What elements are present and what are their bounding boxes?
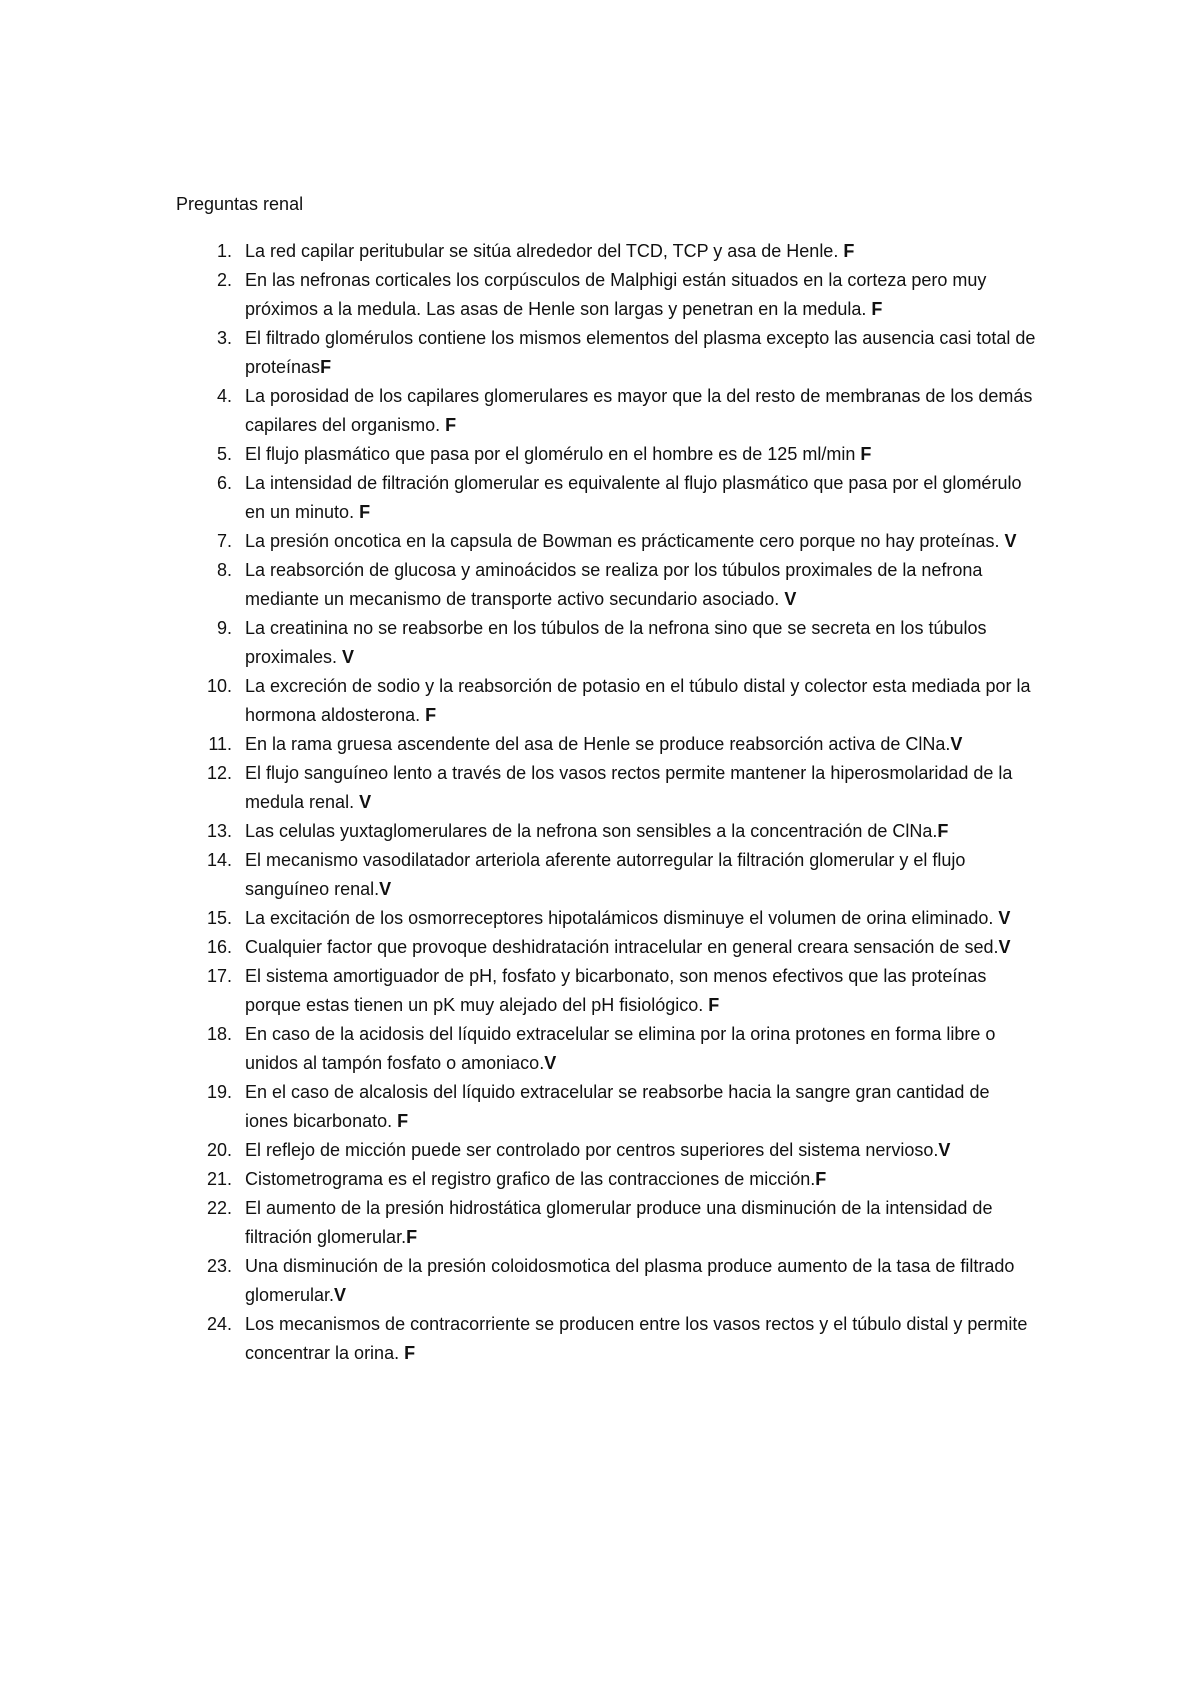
question-answer: V <box>1004 531 1017 551</box>
question-item <box>176 759 1036 817</box>
question-item <box>176 527 1036 556</box>
question-number: 1. <box>216 241 232 261</box>
question-text: La intensidad de filtración glomerular es equivalente al flujo plasmático que pasa por el glomérulo en un minuto. <box>245 473 1022 522</box>
question-answer: V <box>379 879 392 899</box>
question-answer: F <box>425 705 437 725</box>
question-text: La excreción de sodio y la reabsorción de potasio en el túbulo distal y colector esta mediada por la hormona aldosterona. <box>245 676 1031 725</box>
question-number: 20. <box>206 1140 232 1160</box>
question-item <box>176 1136 1036 1165</box>
question-text: El filtrado glomérulos contiene los mismos elementos del plasma excepto las ausencia casi total de proteínas <box>245 328 1036 377</box>
question-number: 17. <box>206 966 232 986</box>
question-item <box>176 904 1036 933</box>
question-list <box>176 237 1036 1368</box>
question-number: 14. <box>206 850 232 870</box>
question-text: La reabsorción de glucosa y aminoácidos se realiza por los túbulos proximales de la nefrona mediante un mecanismo de transporte activo secundario asociado. <box>245 560 983 609</box>
question-answer: F <box>320 357 332 377</box>
question-answer: F <box>843 241 855 261</box>
question-item <box>176 324 1036 382</box>
question-text: La creatinina no se reabsorbe en los túbulos de la nefrona sino que se secreta en los túbulos proximales. <box>245 618 987 667</box>
question-answer: V <box>950 734 963 754</box>
question-number: 11. <box>208 734 232 754</box>
question-item <box>176 1252 1036 1310</box>
question-text: La excitación de los osmorreceptores hipotalámicos disminuye el volumen de orina eliminado. <box>245 908 999 928</box>
question-item <box>176 614 1036 672</box>
question-number: 2. <box>216 270 232 290</box>
question-item <box>176 556 1036 614</box>
document-title: Preguntas renal <box>176 194 304 214</box>
question-number: 19. <box>206 1082 232 1102</box>
question-item <box>176 266 1036 324</box>
question-number: 6. <box>216 473 232 493</box>
question-number: 24. <box>206 1314 232 1334</box>
question-item <box>176 962 1036 1020</box>
question-answer: V <box>544 1053 557 1073</box>
question-item <box>176 1194 1036 1252</box>
question-answer: F <box>445 415 457 435</box>
question-text: Cistometrograma es el registro grafico de las contracciones de micción. <box>245 1169 816 1189</box>
question-answer: V <box>334 1285 347 1305</box>
question-number: 21. <box>206 1169 232 1189</box>
question-answer: F <box>937 821 949 841</box>
question-number: 3. <box>216 328 232 348</box>
question-answer: F <box>397 1111 409 1131</box>
question-text: En el caso de alcalosis del líquido extracelular se reabsorbe hacia la sangre gran cantidad de iones bicarbonato. <box>245 1082 990 1131</box>
question-text: En la rama gruesa ascendente del asa de Henle se produce reabsorción activa de ClNa. <box>245 734 951 754</box>
question-answer: V <box>998 908 1011 928</box>
question-item <box>176 469 1036 527</box>
question-answer: F <box>815 1169 827 1189</box>
question-number: 9. <box>216 618 232 638</box>
question-text: El sistema amortiguador de pH, fosfato y bicarbonato, son menos efectivos que las proteínas porque estas tienen un pK muy alejado del pH fisiológico. <box>245 966 987 1015</box>
question-answer: V <box>359 792 372 812</box>
question-number: 10. <box>206 676 232 696</box>
question-text: El reflejo de micción puede ser controlado por centros superiores del sistema nervioso. <box>245 1140 939 1160</box>
question-answer: F <box>860 444 872 464</box>
question-text: La red capilar peritubular se sitúa alrededor del TCD, TCP y asa de Henle. <box>245 241 844 261</box>
question-item <box>176 846 1036 904</box>
question-number: 22. <box>206 1198 232 1218</box>
question-item <box>176 1020 1036 1078</box>
question-number: 5. <box>216 444 232 464</box>
question-text: Las celulas yuxtaglomerulares de la nefrona son sensibles a la concentración de ClNa. <box>245 821 938 841</box>
question-item <box>176 1165 1036 1194</box>
question-text: La porosidad de los capilares glomerulares es mayor que la del resto de membranas de los demás capilares del organismo. <box>245 386 1033 435</box>
question-item <box>176 933 1036 962</box>
question-item <box>176 730 1036 759</box>
question-item <box>176 1078 1036 1136</box>
question-item <box>176 440 1036 469</box>
question-number: 15. <box>206 908 232 928</box>
question-number: 16. <box>206 937 232 957</box>
question-number: 13. <box>206 821 232 841</box>
question-text: La presión oncotica en la capsula de Bowman es prácticamente cero porque no hay proteínas. <box>245 531 1005 551</box>
question-text: Los mecanismos de contracorriente se producen entre los vasos rectos y el túbulo distal y permite concentrar la orina. <box>245 1314 1028 1363</box>
question-answer: V <box>342 647 355 667</box>
question-number: 7. <box>216 531 232 551</box>
question-answer: F <box>406 1227 418 1247</box>
question-answer: F <box>404 1343 416 1363</box>
question-text: Cualquier factor que provoque deshidratación intracelular en general creara sensación de sed. <box>245 937 999 957</box>
question-item <box>176 382 1036 440</box>
question-answer: V <box>784 589 797 609</box>
question-text: El mecanismo vasodilatador arteriola aferente autorregular la filtración glomerular y el flujo sanguíneo renal. <box>245 850 966 899</box>
question-text: El flujo sanguíneo lento a través de los vasos rectos permite mantener la hiperosmolaridad de la medula renal. <box>245 763 1013 812</box>
question-item <box>176 1310 1036 1368</box>
question-item <box>176 672 1036 730</box>
question-number: 8. <box>216 560 232 580</box>
question-answer: F <box>359 502 371 522</box>
question-text: En caso de la acidosis del líquido extracelular se elimina por la orina protones en forma libre o unidos al tampón fosfato o amoniaco. <box>245 1024 996 1073</box>
question-text: En las nefronas corticales los corpúsculos de Malphigi están situados en la corteza pero muy próximos a la medula. Las asas de Henle son largas y penetran en la medula. <box>245 270 987 319</box>
question-answer: F <box>871 299 883 319</box>
question-item <box>176 237 1036 266</box>
question-number: 18. <box>206 1024 232 1044</box>
question-text: El flujo plasmático que pasa por el glomérulo en el hombre es de 125 ml/min <box>245 444 861 464</box>
question-answer: V <box>938 1140 951 1160</box>
question-answer: V <box>998 937 1011 957</box>
question-number: 23. <box>206 1256 232 1276</box>
question-answer: F <box>708 995 720 1015</box>
question-number: 12. <box>206 763 232 783</box>
question-item <box>176 817 1036 846</box>
question-text: Una disminución de la presión coloidosmotica del plasma produce aumento de la tasa de filtrado glomerular. <box>245 1256 1015 1305</box>
question-text: El aumento de la presión hidrostática glomerular produce una disminución de la intensidad de filtración glomerular. <box>245 1198 993 1247</box>
question-number: 4. <box>216 386 232 406</box>
